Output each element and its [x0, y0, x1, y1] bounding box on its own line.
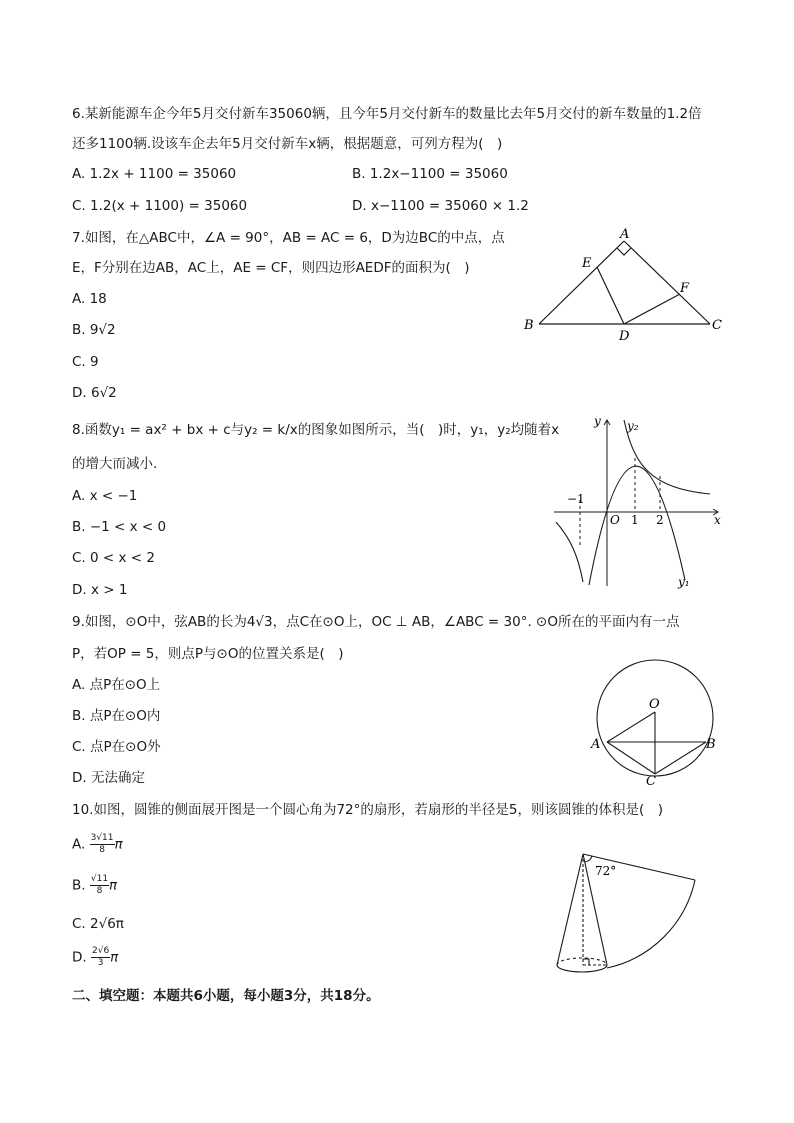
q10-option-b-fraction: $\frac{√11}{8}$	[90, 874, 109, 896]
q7-label-c: C	[712, 318, 722, 333]
q7-option-a: A. 18	[72, 291, 107, 307]
q10-option-b: B. $\frac{√11}{8}$ π	[72, 874, 118, 896]
q8-origin-label: O	[610, 513, 620, 527]
q9-label-c: C	[646, 774, 656, 789]
q7-option-d: D. 6√2	[72, 385, 117, 401]
q6-option-c: C. 1.2(x + 1100) = 35060	[72, 198, 248, 214]
q7-label-d: D	[619, 329, 630, 344]
q7-stem-line2: E，F分别在边AB，AC上，AE = CF，则四边形AEDF的面积为( )	[72, 260, 470, 276]
q9-label-b: B	[706, 737, 716, 752]
q7-triangle-figure	[520, 224, 730, 346]
q8-function-graph	[550, 410, 730, 590]
q8-tick-1: 1	[631, 513, 639, 527]
q8-option-b: B. −1 < x < 0	[72, 519, 167, 535]
q8-stem-line1: 8.函数y₁ = ax² + bx + c与y₂ = k/x的图象如图所示，当( )时，y₁，y₂均随着x	[72, 422, 560, 438]
q6-option-b: B. 1.2x−1100 = 35060	[352, 166, 508, 182]
q7-label-a: A	[620, 227, 630, 242]
q8-x-axis-label: x	[714, 513, 721, 527]
q8-tick-2: 2	[656, 513, 664, 527]
q6-stem-line1: 6.某新能源车企今年5月交付新车35060辆，且今年5月交付新车的数量比去年5月交付的新车数量的1.2倍	[72, 106, 702, 122]
q9-stem-line2: P，若OP = 5，则点P与⊙O的位置关系是( )	[72, 646, 344, 662]
q8-option-d: D. x > 1	[72, 582, 128, 598]
section-2-heading: 二、填空题：本题共6小题，每小题3分，共18分。	[72, 988, 380, 1004]
q9-label-o: O	[649, 697, 660, 712]
q8-option-c: C. 0 < x < 2	[72, 550, 155, 566]
q8-stem-line2: 的增大而减小.	[72, 456, 158, 472]
q10-angle-label: 72°	[595, 864, 617, 878]
q9-option-d: D. 无法确定	[72, 770, 145, 786]
q7-stem-line1: 7.如图，在△ABC中，∠A = 90°，AB = AC = 6，D为边BC的中点，点	[72, 230, 505, 246]
q10-option-a-fraction: $\frac{3√11}{8}$	[90, 833, 114, 855]
q7-label-f: F	[680, 281, 690, 296]
q10-option-a: A. $\frac{3√11}{8}$ π	[72, 833, 123, 855]
q8-option-a: A. x < −1	[72, 488, 138, 504]
q8-y2-label: y₂	[627, 419, 639, 433]
q7-label-e: E	[582, 256, 592, 271]
q9-label-a: A	[591, 737, 601, 752]
q8-tick-neg1: −1	[567, 492, 585, 506]
q10-option-d-fraction: $\frac{2√6}{3}$	[91, 946, 110, 968]
q7-label-b: B	[524, 318, 534, 333]
q9-option-c: C. 点P在⊙O外	[72, 739, 161, 755]
q8-y1-label: y₁	[678, 575, 690, 589]
q9-stem-line1: 9.如图，⊙O中，弦AB的长为4√3，点C在⊙O上，OC ⊥ AB，∠ABC = 30°. ⊙O所在的平面内有一点	[72, 614, 680, 630]
q10-option-d: D. $\frac{2√6}{3}$ π	[72, 946, 119, 968]
q9-option-b: B. 点P在⊙O内	[72, 708, 161, 724]
q10-stem: 10.如图，圆锥的侧面展开图是一个圆心角为72°的扇形，若扇形的半径是5，则该圆锥的体积是( )	[72, 802, 664, 818]
q6-option-d: D. x−1100 = 35060 × 1.2	[352, 198, 529, 214]
q9-circle-figure	[585, 652, 725, 790]
q7-option-c: C. 9	[72, 354, 99, 370]
q8-y-axis-label: y	[594, 414, 601, 428]
q7-option-b: B. 9√2	[72, 322, 116, 338]
q6-option-a: A. 1.2x + 1100 = 35060	[72, 166, 237, 182]
q10-option-c: C. 2√6π	[72, 916, 124, 932]
q6-stem-line2: 还多1100辆.设该车企去年5月交付新车x辆，根据题意，可列方程为( )	[72, 136, 503, 152]
q9-option-a: A. 点P在⊙O上	[72, 677, 161, 693]
q10-cone-figure	[545, 845, 720, 980]
